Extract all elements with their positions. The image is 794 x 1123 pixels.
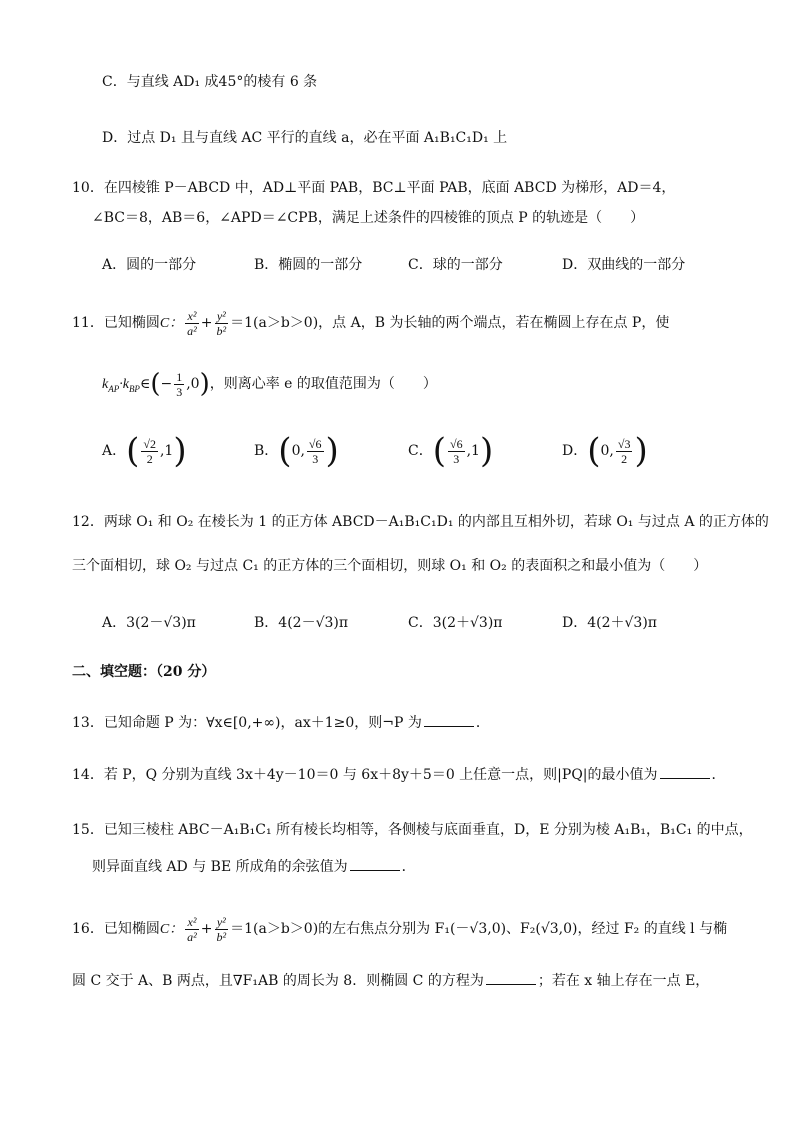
q12-line1: 12．两球 O₁ 和 O₂ 在棱长为 1 的正方体 ABCD－A₁B₁C₁D₁ 的内部且互相外切，若球 O₁ 与过点 A 的正方体的 <box>72 514 769 530</box>
q15-line2 <box>92 856 416 877</box>
q11-opt-b-num: √6 <box>308 436 322 451</box>
q11-line2 <box>102 364 437 409</box>
q11-opt-a-tail: ,1 <box>159 443 174 459</box>
q11-opt-a-den: 2 <box>146 451 153 466</box>
q11-option-a <box>102 431 187 471</box>
q11-range-den: 3 <box>176 384 183 399</box>
q11-range-num: 1 <box>176 369 183 384</box>
q13-text: 13．已知命题 P 为：∀x∈[0,+∞)，ax＋1≥0，则¬P 为 <box>72 715 422 731</box>
q11-opt-b-frac <box>307 437 324 466</box>
q11-opt-d-label: D． <box>562 443 588 459</box>
q9-option-d: D．过点 D₁ 且与直线 AC 平行的直线 a，必在平面 A₁B₁C₁D₁ 上 <box>102 130 508 146</box>
q11-frac-x <box>185 309 199 338</box>
q11-k2: ·k <box>119 377 129 392</box>
q11-cond-tail: ，则离心率 e 的取值范围为（ ） <box>209 376 437 392</box>
q11-range-open: ( <box>150 369 161 399</box>
paren-close: ) <box>325 431 339 471</box>
q13-end: ． <box>475 715 490 731</box>
q11-line1: 11．已知椭圆C： $\frac{\text{x²}}{\text{a²}}$ + $\frac{\text{y²}}{\text{b²}}$ ＝1(a＞b＞0)，点 A，B 为长轴的两个端点，若在椭圆上存在点 P，使 <box>72 308 670 338</box>
q16-tail: ＝1(a＞b＞0)的左右焦点分别为 F₁(－√3,0)、F₂(√3,0)，经过 F₂ 的直线 l 与椭 <box>230 921 728 937</box>
q10-option-b: B．椭圆的一部分 <box>254 257 363 273</box>
q16-text: 圆 C 交于 A、B 两点，且∇F₁AB 的周长为 8．则椭圆 C 的方程为 <box>72 973 484 989</box>
q15-text: 则异面直线 AD 与 BE 所成角的余弦值为 <box>92 859 348 875</box>
q11-eq-name: C： <box>159 316 184 331</box>
q11-frac-y <box>215 309 229 338</box>
q11-opt-b-head: 0, <box>291 443 305 459</box>
q13-line <box>72 712 490 733</box>
q15-answer-blank[interactable] <box>350 856 400 871</box>
q15-line1: 15．已知三棱柱 ABC－A₁B₁C₁ 所有棱长均相等，各侧棱与底面垂直，D，E 分别为棱 A₁B₁，B₁C₁ 的中点， <box>72 822 753 838</box>
q11-x2: x² <box>185 309 199 324</box>
q10-option-c: C．球的一部分 <box>408 257 503 273</box>
q11-opt-a-label: A． <box>102 443 127 459</box>
q11-k1: k <box>102 377 109 392</box>
q10-option-a: A．圆的一部分 <box>102 257 197 273</box>
q11-range-frac <box>174 370 184 399</box>
q14-answer-blank[interactable] <box>660 764 710 779</box>
q11-opt-d-head: 0, <box>600 443 614 459</box>
q16-answer-blank[interactable] <box>486 970 536 985</box>
q11-opt-b-label: B． <box>254 443 279 459</box>
paren-open: ( <box>278 431 292 471</box>
q11-opt-c-frac <box>448 437 465 466</box>
q15-end: ． <box>401 859 416 875</box>
q11-in: ∈ <box>139 376 151 392</box>
q11-sub-bp: BP <box>128 383 140 394</box>
q16-prefix: 16．已知椭圆 <box>72 921 160 937</box>
q11-sub-ap: AP <box>108 383 120 394</box>
paren-open: ( <box>432 431 446 471</box>
paren-close: ) <box>173 431 187 471</box>
q12-option-b: B．4(2－√3)π <box>254 615 349 631</box>
paren-open: ( <box>587 431 601 471</box>
q14-end: ． <box>711 767 726 783</box>
q11-opt-a-num: √2 <box>143 436 156 451</box>
q11-eq-tail: ＝1(a＞b＞0)，点 A，B 为长轴的两个端点，若在椭圆上存在点 P，使 <box>230 315 670 331</box>
q16-frac-y <box>215 915 229 944</box>
q11-opt-c-label: C． <box>408 443 433 459</box>
q16-line2-tail: ；若在 x 轴上存在一点 E， <box>537 973 710 989</box>
q14-text: 14．若 P，Q 分别为直线 3x＋4y－10＝0 与 6x＋8y＋5＝0 上任意一点，则|PQ|的最小值为 <box>72 767 658 783</box>
q11-y2: y² <box>215 309 229 324</box>
q11-option-c <box>408 431 494 471</box>
q11-opt-d-frac <box>616 437 633 466</box>
q11-options <box>0 431 794 484</box>
q9-option-c: C．与直线 AD₁ 成45°的棱有 6 条 <box>102 74 318 90</box>
q12-option-a: A．3(2－√3)π <box>102 615 196 631</box>
q10-line1: 10．在四棱锥 P－ABCD 中，AD⊥平面 PAB，BC⊥平面 PAB，底面 ABCD 为梯形，AD＝4， <box>72 180 676 196</box>
q11-option-b <box>254 431 339 471</box>
q11-a2: a² <box>187 323 197 338</box>
paren-close: ) <box>634 431 648 471</box>
q10-option-d: D．双曲线的一部分 <box>562 257 686 273</box>
q11-opt-c-num: √6 <box>449 436 463 451</box>
q12-option-d: D．4(2＋√3)π <box>562 615 657 631</box>
q11-option-d <box>562 431 648 471</box>
q16-x2: x² <box>185 915 199 930</box>
q16-line1: 16．已知椭圆C： $\frac{\text{x²}}{\text{a²}}$ + $\frac{\text{y²}}{\text{b²}}$ ＝1(a＞b＞0)的左右焦点分别为 F₁(－√3,0)、F₂(√3,0)，经过 F₂ 的直线 l 与椭 <box>72 914 728 944</box>
q16-y2: y² <box>215 915 229 930</box>
q11-opt-c-tail: ,1 <box>466 443 480 459</box>
q11-range-neg: − <box>160 376 173 392</box>
paren-close: ) <box>479 431 494 471</box>
q16-a2: a² <box>187 929 197 944</box>
paren-open: ( <box>126 431 140 471</box>
q11-prefix: 11．已知椭圆 <box>72 315 160 331</box>
q16-frac-x <box>185 915 199 944</box>
q11-opt-c-den: 3 <box>453 451 460 466</box>
q11-opt-a-frac <box>141 437 158 466</box>
q11-range-close: ) <box>199 369 210 399</box>
q12-line2: 三个面相切，球 O₂ 与过点 C₁ 的正方体的三个面相切，则球 O₁ 和 O₂ 的表面积之和最小值为（ ） <box>72 558 708 574</box>
q11-opt-d-den: 2 <box>621 451 628 466</box>
q14-line <box>72 764 726 785</box>
q11-range-tail: ,0 <box>186 376 200 392</box>
q12-option-c: C．3(2＋√3)π <box>408 615 503 631</box>
q10-line2: ∠BC＝8，AB＝6，∠APD＝∠CPB，满足上述条件的四棱锥的顶点 P 的轨迹是（ ） <box>92 210 645 226</box>
q11-opt-b-den: 3 <box>312 451 319 466</box>
q16-eq-name: C： <box>159 922 184 937</box>
section-title: 二、填空题：（20 分） <box>72 664 216 680</box>
q16-b2: b² <box>216 929 227 944</box>
q16-line2 <box>72 970 709 991</box>
q11-b2: b² <box>216 323 227 338</box>
q11-opt-d-num: √3 <box>617 436 631 451</box>
q13-answer-blank[interactable] <box>424 712 474 727</box>
